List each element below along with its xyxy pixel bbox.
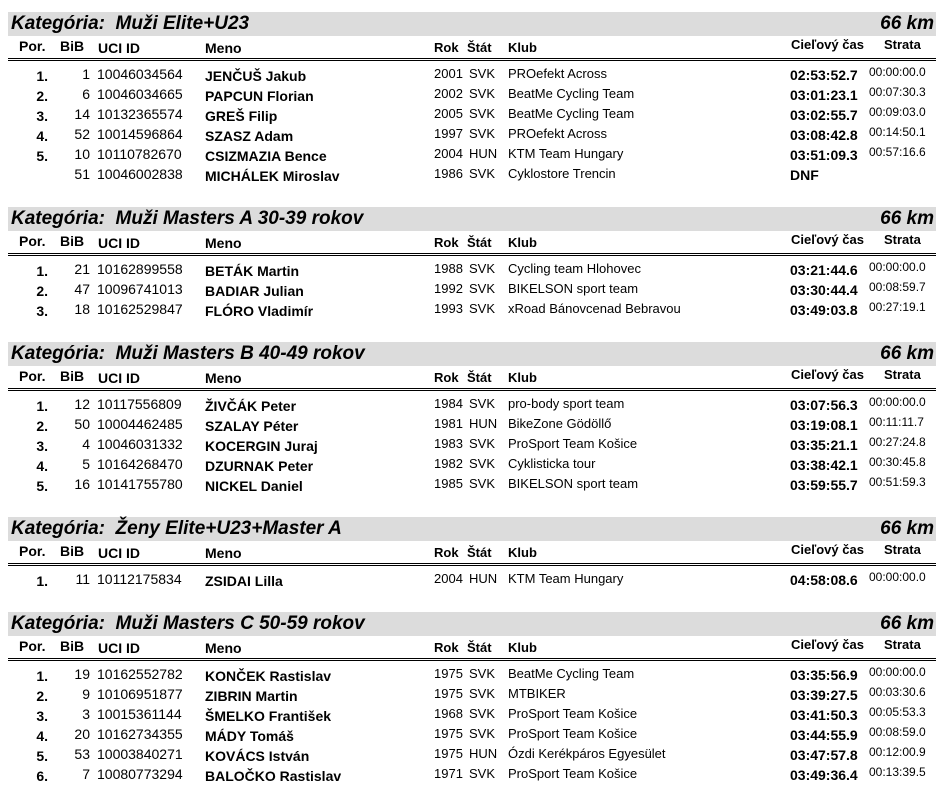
table-row [8, 259, 936, 279]
category-bar [8, 342, 936, 366]
header-klub: Klub [508, 40, 537, 55]
cell-klub: ProSport Team Košice [508, 436, 638, 451]
table-row [8, 724, 936, 744]
cell-bib: 6 [82, 86, 90, 102]
cell-strata: 00:00:00.0 [869, 665, 926, 679]
cell-uci: 10162734355 [97, 726, 183, 742]
column-header-row [8, 541, 936, 561]
cell-klub: BikeZone Gödöllő [508, 416, 612, 431]
cell-rok: 1981 [434, 416, 463, 431]
results-section [8, 612, 936, 784]
header-strata: Strata [884, 542, 921, 557]
cell-meno: CSIZMAZIA Bence [205, 148, 327, 164]
cell-rok: 1975 [434, 726, 463, 741]
header-meno: Meno [205, 235, 242, 251]
cell-rok: 1988 [434, 261, 463, 276]
table-row [8, 104, 936, 124]
cell-uci: 10162552782 [97, 666, 183, 682]
header-stat: Štát [467, 370, 492, 385]
cell-por: 5. [36, 748, 48, 764]
cell-por: 5. [36, 478, 48, 494]
cell-strata: 00:00:00.0 [869, 260, 926, 274]
cell-rok: 2002 [434, 86, 463, 101]
cell-meno: BETÁK Martin [205, 263, 300, 279]
cell-uci: 10080773294 [97, 766, 183, 782]
cell-meno: GREŠ Filip [205, 108, 278, 124]
header-rok: Rok [434, 235, 459, 250]
cell-bib: 5 [82, 456, 90, 472]
cell-meno: KONČEK Rastislav [205, 668, 332, 684]
header-stat: Štát [467, 235, 492, 250]
cell-klub: BeatMe Cycling Team [508, 86, 635, 101]
cell-stat: SVK [469, 281, 496, 296]
cell-cas: 03:02:55.7 [790, 107, 858, 123]
cell-stat: SVK [469, 706, 496, 721]
header-klub: Klub [508, 545, 537, 560]
cell-rok: 1993 [434, 301, 463, 316]
cell-bib: 21 [74, 261, 90, 277]
cell-klub: Cycling team Hlohovec [508, 261, 641, 276]
cell-strata: 00:57:16.6 [869, 145, 926, 159]
category-distance: 66 km [880, 343, 934, 364]
cell-cas: 03:47:57.8 [790, 747, 858, 763]
cell-meno: KOVÁCS István [205, 748, 310, 764]
cell-bib: 51 [74, 166, 90, 182]
cell-rok: 1968 [434, 706, 463, 721]
cell-rok: 1982 [434, 456, 463, 471]
header-strata: Strata [884, 232, 921, 247]
cell-cas: DNF [790, 167, 819, 183]
cell-por: 3. [36, 438, 48, 454]
header-klub: Klub [508, 640, 537, 655]
cell-uci: 10003840271 [97, 746, 183, 762]
header-por: Por. [19, 368, 46, 384]
category-title: Kategória: Muži Masters A 30-39 rokov [11, 208, 364, 229]
category-bar [8, 207, 936, 231]
cell-strata: 00:00:00.0 [869, 570, 926, 584]
cell-uci: 10117556809 [97, 396, 182, 412]
header-rok: Rok [434, 40, 459, 55]
cell-rok: 1975 [434, 686, 463, 701]
cell-rok: 2001 [434, 66, 463, 81]
header-uci: UCI ID [98, 40, 140, 56]
cell-strata: 00:03:30.6 [869, 685, 926, 699]
table-row [8, 64, 936, 84]
cell-stat: SVK [469, 476, 496, 491]
cell-bib: 53 [74, 746, 90, 762]
table-row [8, 764, 936, 784]
cell-bib: 1 [82, 66, 90, 82]
results-table [8, 661, 936, 784]
cell-klub: pro-body sport team [508, 396, 625, 411]
header-stat: Štát [467, 545, 492, 560]
cell-bib: 16 [74, 476, 90, 492]
table-row [8, 124, 936, 144]
header-klub: Klub [508, 370, 537, 385]
header-bib: BiB [60, 368, 85, 384]
cell-stat: SVK [469, 86, 496, 101]
cell-uci: 10096741013 [97, 281, 183, 297]
cell-strata: 00:12:00.9 [869, 745, 926, 759]
cell-strata: 00:30:45.8 [869, 455, 926, 469]
table-row [8, 704, 936, 724]
cell-cas: 02:53:52.7 [790, 67, 858, 83]
cell-por: 3. [36, 303, 48, 319]
results-section [8, 342, 936, 494]
header-meno: Meno [205, 40, 242, 56]
cell-bib: 4 [82, 436, 90, 452]
cell-rok: 2005 [434, 106, 463, 121]
table-row [8, 144, 936, 164]
results-table [8, 256, 936, 319]
header-uci: UCI ID [98, 370, 140, 386]
cell-uci: 10046002838 [97, 166, 183, 182]
cell-klub: ProSport Team Košice [508, 766, 638, 781]
cell-uci: 10014596864 [97, 126, 183, 142]
cell-stat: SVK [469, 686, 496, 701]
column-header-row [8, 36, 936, 56]
cell-klub: Cyklostore Trencin [508, 166, 616, 181]
header-bib: BiB [60, 638, 85, 654]
category-title: Kategória: Muži Elite+U23 [11, 13, 250, 34]
cell-meno: MICHÁLEK Miroslav [205, 168, 340, 184]
header-strata: Strata [884, 37, 921, 52]
cell-uci: 10110782670 [97, 146, 182, 162]
header-uci: UCI ID [98, 235, 140, 251]
cell-stat: SVK [469, 456, 496, 471]
cell-stat: HUN [469, 571, 498, 586]
cell-uci: 10132365574 [97, 106, 183, 122]
cell-cas: 03:35:21.1 [790, 437, 858, 453]
column-header-row [8, 636, 936, 656]
cell-rok: 2004 [434, 571, 463, 586]
cell-uci: 10162529847 [97, 301, 183, 317]
cell-por: 1. [36, 398, 48, 414]
cell-bib: 20 [74, 726, 90, 742]
cell-cas: 03:21:44.6 [790, 262, 858, 278]
cell-rok: 1971 [434, 766, 463, 781]
header-cas: Cieľový čas [791, 637, 864, 652]
cell-bib: 3 [82, 706, 90, 722]
header-bib: BiB [60, 38, 85, 54]
cell-strata: 00:14:50.1 [869, 125, 926, 139]
cell-cas: 03:30:44.4 [790, 282, 858, 298]
header-strata: Strata [884, 637, 921, 652]
cell-strata: 00:05:53.3 [869, 705, 926, 719]
cell-rok: 1997 [434, 126, 463, 141]
cell-uci: 10046034665 [97, 86, 183, 102]
cell-bib: 19 [74, 666, 90, 682]
cell-por: 6. [36, 768, 48, 784]
header-cas: Cieľový čas [791, 232, 864, 247]
cell-klub: Cyklisticka tour [508, 456, 596, 471]
category-bar [8, 12, 936, 36]
cell-stat: SVK [469, 726, 496, 741]
cell-meno: BADIAR Julian [205, 283, 304, 299]
table-row [8, 414, 936, 434]
cell-cas: 03:08:42.8 [790, 127, 858, 143]
cell-meno: PAPCUN Florian [205, 88, 314, 104]
table-row [8, 299, 936, 319]
results-section [8, 207, 936, 319]
cell-stat: SVK [469, 436, 496, 451]
cell-bib: 47 [74, 281, 90, 297]
table-row [8, 684, 936, 704]
cell-strata: 00:51:59.3 [869, 475, 926, 489]
cell-stat: SVK [469, 106, 496, 121]
cell-uci: 10015361144 [97, 706, 182, 722]
header-cas: Cieľový čas [791, 542, 864, 557]
cell-por: 4. [36, 458, 48, 474]
cell-uci: 10164268470 [97, 456, 183, 472]
table-row [8, 569, 936, 589]
cell-stat: SVK [469, 126, 496, 141]
column-header-row [8, 366, 936, 386]
cell-stat: SVK [469, 766, 496, 781]
cell-strata: 00:11:11.7 [869, 415, 924, 429]
cell-meno: MÁDY Tomáš [205, 728, 294, 744]
cell-klub: xRoad Bánovcenad Bebravou [508, 301, 681, 316]
cell-klub: Ózdi Kerékpáros Egyesület [508, 746, 666, 761]
cell-bib: 50 [74, 416, 90, 432]
cell-strata: 00:00:00.0 [869, 395, 926, 409]
cell-rok: 1986 [434, 166, 463, 181]
table-row [8, 474, 936, 494]
header-rok: Rok [434, 640, 459, 655]
cell-stat: SVK [469, 261, 496, 276]
cell-cas: 03:38:42.1 [790, 457, 858, 473]
cell-bib: 14 [74, 106, 90, 122]
category-title: Kategória: Muži Masters C 50-59 rokov [11, 613, 365, 634]
table-row [8, 279, 936, 299]
header-rok: Rok [434, 370, 459, 385]
cell-por: 5. [36, 148, 48, 164]
cell-por: 2. [36, 283, 48, 299]
cell-stat: HUN [469, 146, 498, 161]
table-row [8, 744, 936, 764]
cell-meno: KOCERGIN Juraj [205, 438, 318, 454]
header-meno: Meno [205, 640, 242, 656]
header-stat: Štát [467, 40, 492, 55]
cell-stat: HUN [469, 416, 498, 431]
cell-por: 3. [36, 108, 48, 124]
cell-klub: BeatMe Cycling Team [508, 666, 635, 681]
cell-rok: 1985 [434, 476, 463, 491]
header-uci: UCI ID [98, 640, 140, 656]
cell-por: 2. [36, 88, 48, 104]
header-stat: Štát [467, 640, 492, 655]
cell-rok: 1975 [434, 746, 463, 761]
table-row [8, 454, 936, 474]
cell-rok: 1984 [434, 396, 463, 411]
cell-cas: 03:51:09.3 [790, 147, 858, 163]
category-distance: 66 km [880, 613, 934, 634]
results-table [8, 566, 936, 589]
cell-por: 2. [36, 688, 48, 704]
cell-rok: 1975 [434, 666, 463, 681]
table-row [8, 84, 936, 104]
cell-klub: ProSport Team Košice [508, 706, 638, 721]
cell-cas: 03:49:36.4 [790, 767, 858, 783]
cell-strata: 00:09:03.0 [869, 105, 926, 119]
header-strata: Strata [884, 367, 921, 382]
header-por: Por. [19, 38, 46, 54]
cell-por: 3. [36, 708, 48, 724]
cell-uci: 10046031332 [97, 436, 183, 452]
cell-rok: 2004 [434, 146, 463, 161]
header-por: Por. [19, 233, 46, 249]
cell-por: 1. [36, 573, 48, 589]
cell-meno: JENČUŠ Jakub [205, 68, 307, 84]
cell-strata: 00:13:39.5 [869, 765, 926, 779]
cell-meno: NICKEL Daniel [205, 478, 303, 494]
cell-rok: 1992 [434, 281, 463, 296]
cell-bib: 52 [74, 126, 90, 142]
results-table [8, 61, 936, 184]
cell-strata: 00:27:19.1 [869, 300, 926, 314]
cell-cas: 03:19:08.1 [790, 417, 858, 433]
table-row [8, 664, 936, 684]
cell-cas: 03:41:50.3 [790, 707, 858, 723]
cell-cas: 03:35:56.9 [790, 667, 858, 683]
cell-meno: DZURNAK Peter [205, 458, 314, 474]
cell-strata: 00:08:59.7 [869, 280, 926, 294]
cell-strata: 00:27:24.8 [869, 435, 926, 449]
cell-stat: SVK [469, 166, 496, 181]
cell-meno: SZASZ Adam [205, 128, 294, 144]
cell-cas: 03:07:56.3 [790, 397, 858, 413]
header-meno: Meno [205, 370, 242, 386]
cell-klub: BIKELSON sport team [508, 476, 639, 491]
cell-stat: SVK [469, 666, 496, 681]
table-row [8, 164, 936, 184]
cell-klub: ProSport Team Košice [508, 726, 638, 741]
cell-bib: 11 [75, 571, 90, 587]
cell-meno: BALOČKO Rastislav [205, 768, 342, 784]
category-title: Kategória: Muži Masters B 40-49 rokov [11, 343, 365, 364]
cell-por: 1. [36, 263, 48, 279]
header-cas: Cieľový čas [791, 37, 864, 52]
cell-uci: 10046034564 [97, 66, 183, 82]
cell-klub: BIKELSON sport team [508, 281, 639, 296]
results-table [8, 391, 936, 494]
header-por: Por. [19, 543, 46, 559]
cell-meno: FLÓRO Vladimír [205, 303, 314, 319]
cell-bib: 9 [82, 686, 90, 702]
cell-strata: 00:08:59.0 [869, 725, 926, 739]
header-bib: BiB [60, 543, 85, 559]
category-distance: 66 km [880, 208, 934, 229]
cell-stat: SVK [469, 301, 496, 316]
cell-stat: SVK [469, 396, 496, 411]
cell-por: 4. [36, 128, 48, 144]
cell-klub: KTM Team Hungary [508, 146, 624, 161]
header-uci: UCI ID [98, 545, 140, 561]
column-header-row [8, 231, 936, 251]
cell-strata: 00:00:00.0 [869, 65, 926, 79]
cell-por: 1. [36, 68, 48, 84]
cell-por: 4. [36, 728, 48, 744]
cell-meno: SZALAY Péter [205, 418, 299, 434]
header-cas: Cieľový čas [791, 367, 864, 382]
header-rok: Rok [434, 545, 459, 560]
table-row [8, 394, 936, 414]
cell-bib: 10 [74, 146, 90, 162]
cell-klub: PROefekt Across [508, 66, 607, 81]
header-por: Por. [19, 638, 46, 654]
cell-cas: 03:44:55.9 [790, 727, 858, 743]
cell-rok: 1983 [434, 436, 463, 451]
category-title: Kategória: Ženy Elite+U23+Master A [11, 518, 342, 539]
cell-por: 2. [36, 418, 48, 434]
cell-uci: 10112175834 [97, 571, 182, 587]
table-row [8, 434, 936, 454]
cell-bib: 12 [74, 396, 90, 412]
cell-uci: 10106951877 [97, 686, 183, 702]
cell-meno: ZIBRIN Martin [205, 688, 298, 704]
cell-uci: 10004462485 [97, 416, 183, 432]
cell-klub: BeatMe Cycling Team [508, 106, 635, 121]
header-bib: BiB [60, 233, 85, 249]
cell-meno: ŠMELKO František [205, 708, 332, 724]
cell-klub: MTBIKER [508, 686, 566, 701]
category-distance: 66 km [880, 518, 934, 539]
category-bar [8, 612, 936, 636]
cell-meno: ŽIVČÁK Peter [205, 398, 297, 414]
category-distance: 66 km [880, 13, 934, 34]
cell-stat: HUN [469, 746, 498, 761]
cell-strata: 00:07:30.3 [869, 85, 926, 99]
cell-meno: ZSIDAI Lilla [205, 573, 283, 589]
cell-cas: 03:01:23.1 [790, 87, 858, 103]
category-bar [8, 517, 936, 541]
header-meno: Meno [205, 545, 242, 561]
cell-bib: 7 [82, 766, 90, 782]
cell-klub: KTM Team Hungary [508, 571, 624, 586]
header-klub: Klub [508, 235, 537, 250]
cell-uci: 10141755780 [97, 476, 183, 492]
cell-cas: 03:39:27.5 [790, 687, 858, 703]
results-section [8, 12, 936, 184]
cell-stat: SVK [469, 66, 496, 81]
cell-bib: 18 [74, 301, 90, 317]
cell-por: 1. [36, 668, 48, 684]
cell-cas: 03:59:55.7 [790, 477, 858, 493]
cell-cas: 04:58:08.6 [790, 572, 858, 588]
results-section [8, 517, 936, 589]
cell-uci: 10162899558 [97, 261, 183, 277]
cell-cas: 03:49:03.8 [790, 302, 858, 318]
cell-klub: PROefekt Across [508, 126, 607, 141]
